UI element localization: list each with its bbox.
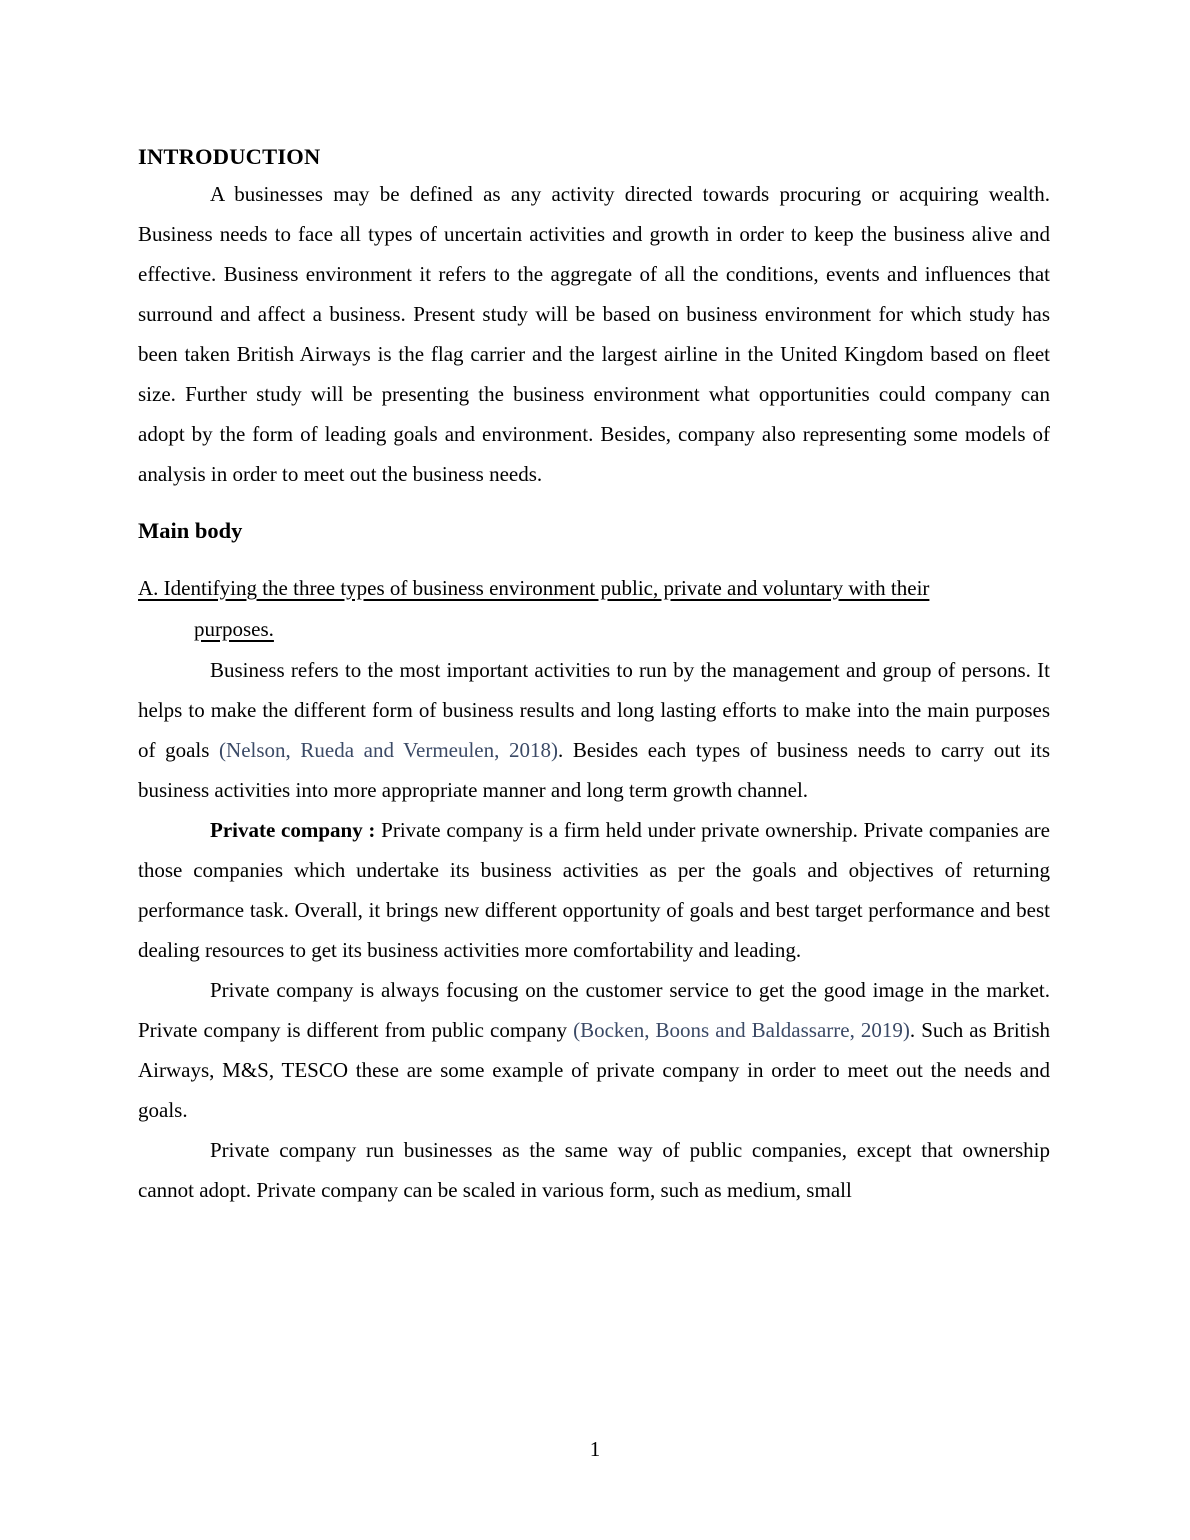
private-company-paragraph: [138, 810, 1050, 970]
page-title: INTRODUCTION: [138, 144, 321, 169]
private-company-customer-service-paragraph: [138, 970, 1050, 1130]
task-a-heading: [138, 568, 1050, 650]
private-company-text: Private company is a firm held under private ownership. Private companies are those companies which undertake its business activities as per the goals and objectives of returning performance task. Overall, it brings new different opportunity of goals and best target performance and best dealing resources to get its business activities more comfortability and leading.: [138, 817, 1050, 962]
business-definition-text-part2: . Besides each types of business needs to carry out its business activities into more appropriate manner and long term growth channel.: [138, 737, 1050, 802]
citation-nelson-rueda-vermeulen: (Nelson, Rueda and Vermeulen, 2018): [219, 737, 558, 762]
customer-service-text-part2: . Such as British Airways, M&S, TESCO these are some example of private company in order to meet out the needs and goals.: [138, 1017, 1050, 1122]
private-company-ownership-paragraph: Private company run businesses as the same way of public companies, except that ownership cannot adopt. Private company can be scaled in various form, such as medium, small: [138, 1137, 1050, 1202]
citation-bocken-boons-baldassarre: (Bocken, Boons and Baldassarre, 2019): [573, 1017, 910, 1042]
private-company-label: Private company :: [210, 817, 376, 842]
main-body-heading: Main body: [138, 517, 243, 543]
customer-service-text-part1: Private company is always focusing on the customer service to get the good image in the market. Private company is different from public company: [138, 977, 1050, 1042]
page-number: 1: [589, 1437, 601, 1461]
business-definition-text-part1: Business refers to the most important activities to run by the management and group of persons. It helps to make the different form of business results and long lasting efforts to make into the main purposes of goals: [138, 657, 1050, 762]
task-a-heading-line2: purposes.: [194, 616, 274, 641]
business-definition-paragraph: [138, 650, 1050, 810]
introduction-paragraph: A businesses may be defined as any activity directed towards procuring or acquiring wealth. Business needs to face all types of uncertain activities and growth in order to keep the business alive and effective. Business environment it refers to the aggregate of all the conditions, events and influences that surround and affect a business. Present study will be based on business environment for which study has been taken British Airways is the flag carrier and the largest airline in the United Kingdom based on fleet size. Further study will be presenting the business environment what opportunities could company can adopt by the form of leading goals and environment. Besides, company also representing some models of analysis in order to meet out the business needs.: [138, 181, 1050, 486]
task-a-heading-line1: A. Identifying the three types of business environment public, private and voluntary with their: [138, 575, 930, 600]
